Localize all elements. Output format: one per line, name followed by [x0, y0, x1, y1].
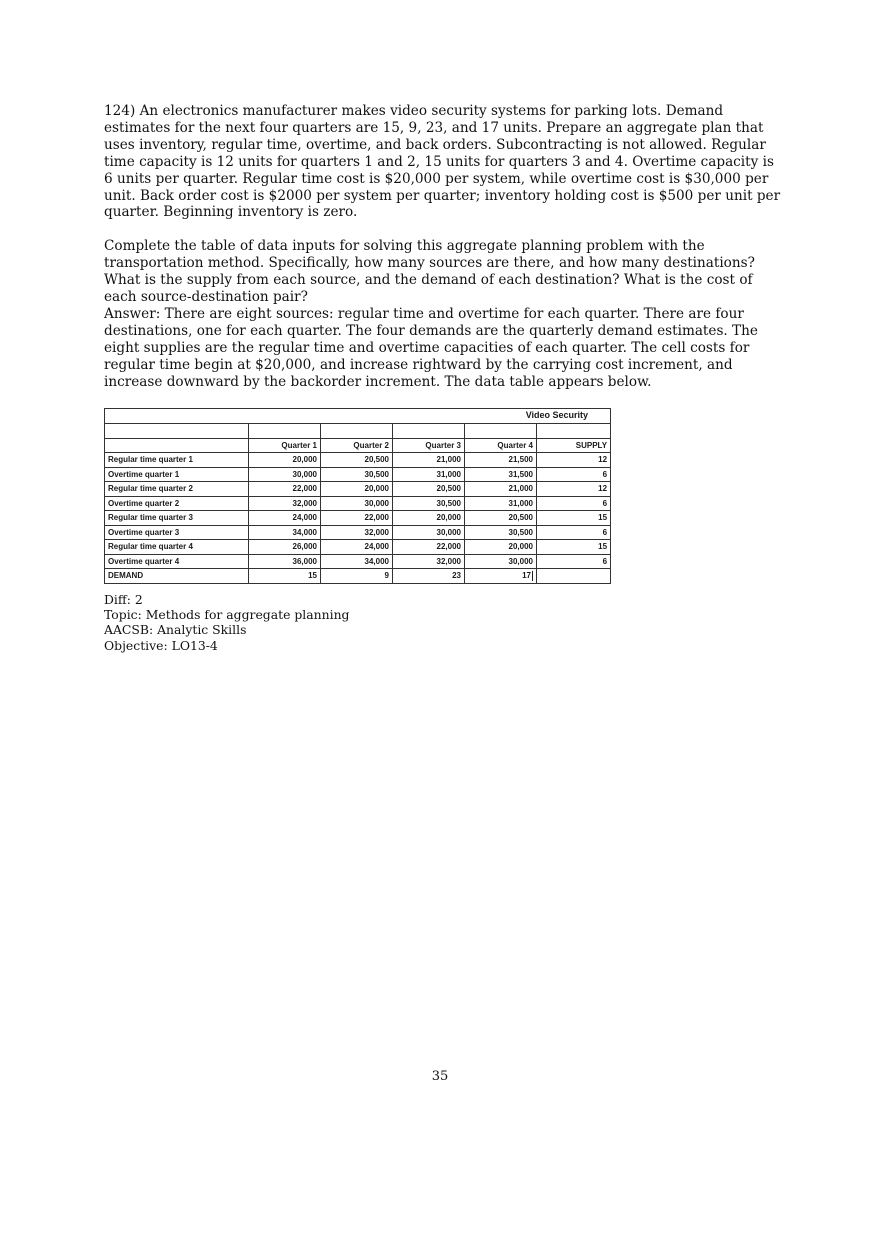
row-label: Regular time quarter 3	[105, 511, 249, 526]
cost-cell: 21,500	[465, 453, 537, 468]
cost-cell: 20,000	[321, 482, 393, 497]
table-row	[105, 511, 611, 526]
supply-cell: 6	[537, 554, 611, 569]
cost-cell: 20,000	[249, 453, 321, 468]
row-label: Regular time quarter 1	[105, 453, 249, 468]
table-title: Video Security	[105, 408, 611, 423]
cost-cell: 26,000	[249, 540, 321, 555]
row-label: Overtime quarter 2	[105, 496, 249, 511]
demand-cell: 15	[249, 569, 321, 584]
cost-cell: 30,500	[393, 496, 465, 511]
data-table-figure	[104, 408, 610, 584]
demand-cell	[537, 569, 611, 584]
supply-cell: 6	[537, 467, 611, 482]
cost-cell: 36,000	[249, 554, 321, 569]
table-row	[105, 525, 611, 540]
cost-cell: 21,000	[393, 453, 465, 468]
aacsb: AACSB: Analytic Skills	[104, 622, 247, 638]
cost-cell: 34,000	[321, 554, 393, 569]
objective: Objective: LO13-4	[104, 637, 218, 653]
supply-cell: 12	[537, 482, 611, 497]
transportation-data-table	[104, 408, 611, 584]
cost-cell: 30,000	[321, 496, 393, 511]
row-label: Regular time quarter 4	[105, 540, 249, 555]
cost-cell: 30,000	[465, 554, 537, 569]
answer-text: Answer: There are eight sources: regular time and overtime for each quarter. There are four destinations, one for each quarter. The four demands are the quarterly demand estimates. The eight supplies are the regular time and overtime capacities of each quarter. The cell costs for regular time begin at $20,000, and increase rightward by the carrying cost increment, and increase downward by the backorder increment. The data table appears below.	[104, 305, 758, 390]
cost-cell: 24,000	[321, 540, 393, 555]
demand-row	[105, 569, 611, 584]
cost-cell: 31,500	[465, 467, 537, 482]
cost-cell: 22,000	[321, 511, 393, 526]
supply-cell: 15	[537, 511, 611, 526]
demand-value: 17	[522, 571, 531, 581]
header-quarter-2: Quarter 2	[321, 438, 393, 453]
cost-cell: 24,000	[249, 511, 321, 526]
demand-cell: 9	[321, 569, 393, 584]
page-content	[104, 103, 784, 653]
text-cursor	[532, 571, 533, 581]
cost-cell: 20,000	[393, 511, 465, 526]
table-row	[105, 554, 611, 569]
cost-cell: 30,000	[393, 525, 465, 540]
table-title-row	[105, 408, 611, 423]
demand-cell	[465, 569, 537, 584]
supply-cell: 12	[537, 453, 611, 468]
cost-cell: 20,000	[465, 540, 537, 555]
cost-cell: 21,000	[465, 482, 537, 497]
difficulty: Diff: 2	[104, 591, 143, 607]
demand-label: DEMAND	[105, 569, 249, 584]
cost-cell: 32,000	[249, 496, 321, 511]
table-row	[105, 496, 611, 511]
prompt-text: Complete the table of data inputs for solving this aggregate planning problem with the transportation method. Specifically, how many sources are there, and how many destinations? What is the supply from each source, and the demand of each destination? What is the cost of each source-destination pair?	[104, 238, 755, 306]
cost-cell: 30,500	[321, 467, 393, 482]
cost-cell: 20,500	[465, 511, 537, 526]
table-row	[105, 482, 611, 497]
header-quarter-3: Quarter 3	[393, 438, 465, 453]
cost-cell: 20,500	[393, 482, 465, 497]
cost-cell: 34,000	[249, 525, 321, 540]
cost-cell: 20,500	[321, 453, 393, 468]
row-label: Overtime quarter 3	[105, 525, 249, 540]
supply-cell: 6	[537, 525, 611, 540]
table-row	[105, 467, 611, 482]
cost-cell: 22,000	[249, 482, 321, 497]
cost-cell: 31,000	[393, 467, 465, 482]
question-text: 124) An electronics manufacturer makes video security systems for parking lots. Demand estimates for the next four quarters are 15, 9, 23, and 17 units. Prepare an aggregate plan that uses inventory, regular time, overtime, and back orders. Subcontracting is not allowed. Regular time capacity is 12 units for quarters 1 and 2, 15 units for quarters 3 and 4. Overtime capacity is 6 units per quarter. Regular time cost is $20,000 per system, while overtime cost is $30,000 per unit. Back order cost is $2000 per system per quarter; inventory holding cost is $500 per unit per quarter. Beginning inventory is zero.	[104, 103, 781, 221]
row-label: Overtime quarter 4	[105, 554, 249, 569]
header-quarter-4: Quarter 4	[465, 438, 537, 453]
row-label: Overtime quarter 1	[105, 467, 249, 482]
cost-cell: 30,000	[249, 467, 321, 482]
table-blank-row	[105, 423, 611, 438]
cost-cell: 22,000	[393, 540, 465, 555]
question-metadata	[104, 592, 784, 654]
topic: Topic: Methods for aggregate planning	[104, 606, 350, 622]
cost-cell: 30,500	[465, 525, 537, 540]
header-empty-cell	[105, 438, 249, 453]
table-row	[105, 453, 611, 468]
table-header-row	[105, 438, 611, 453]
supply-cell: 6	[537, 496, 611, 511]
cost-cell: 32,000	[393, 554, 465, 569]
header-supply: SUPPLY	[537, 438, 611, 453]
supply-cell: 15	[537, 540, 611, 555]
table-row	[105, 540, 611, 555]
demand-cell: 23	[393, 569, 465, 584]
page-number: 35	[431, 1069, 449, 1084]
header-quarter-1: Quarter 1	[249, 438, 321, 453]
cost-cell: 32,000	[321, 525, 393, 540]
cost-cell: 31,000	[465, 496, 537, 511]
row-label: Regular time quarter 2	[105, 482, 249, 497]
